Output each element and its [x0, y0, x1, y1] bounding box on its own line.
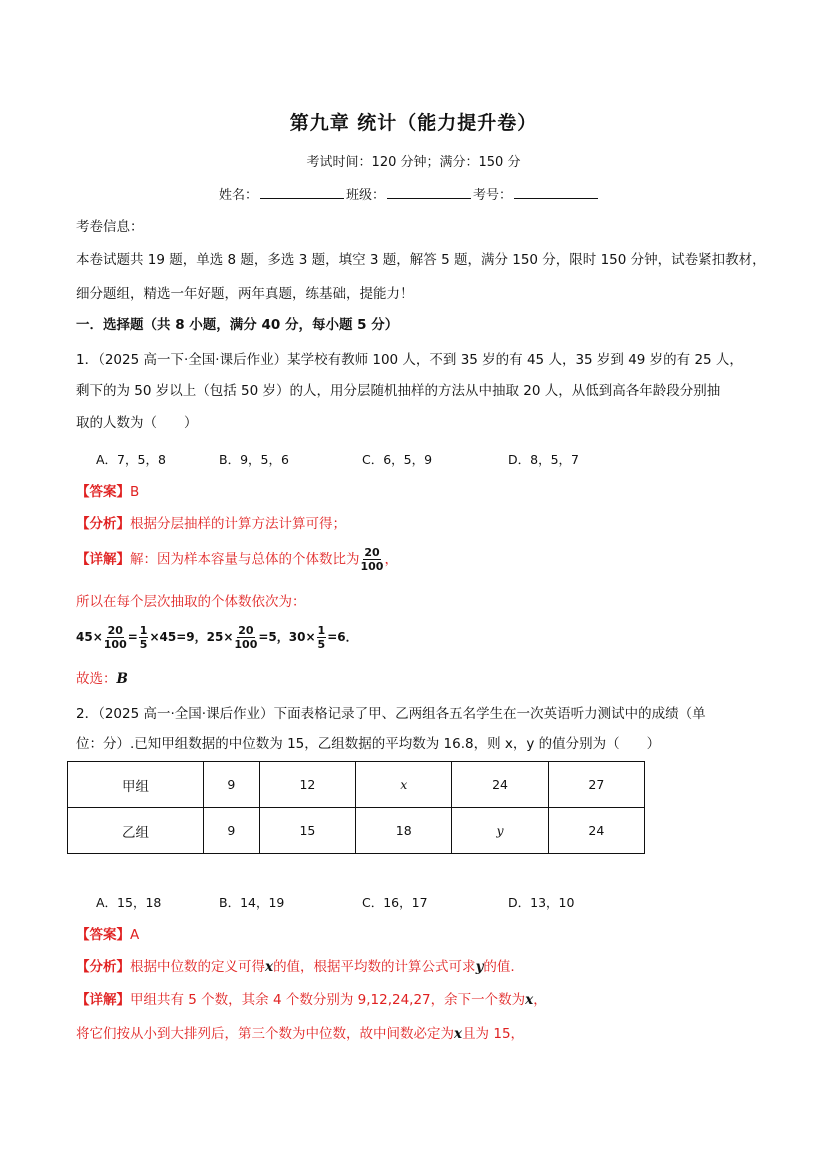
detail-tag: 【详解】	[76, 992, 130, 1008]
fraction-denominator: 5	[317, 638, 326, 651]
student-info-row	[219, 184, 600, 203]
variable-x: x	[454, 1026, 463, 1042]
fraction-numerator: 20	[107, 624, 123, 637]
analysis-text: 的值，根据平均数的计算公式可求	[273, 959, 476, 975]
q2-detail	[76, 989, 547, 1011]
analysis-tag: 【分析】	[76, 959, 130, 975]
fraction-denominator: 100	[234, 638, 258, 651]
formula-part: ×45=9	[149, 630, 195, 644]
q1-line1: 1．（2025 高一下·全国·课后作业）某学校有教师 100 人，不到 35 岁的有 45 人，35 岁到 49 岁的有 25 人，	[76, 352, 743, 368]
formula-fraction	[139, 624, 149, 651]
fraction-denominator: 100	[360, 560, 384, 573]
formula-part: =	[127, 630, 138, 644]
name-blank[interactable]	[260, 186, 344, 199]
q2-line1: 2．（2025 高一·全国·课后作业）下面表格记录了甲、乙两组各五名学生在一次英语听力测试中的成绩（单	[76, 706, 706, 722]
detail-text: ，	[533, 992, 547, 1008]
section-heading: 一．选择题（共 8 小题，满分 40 分，每小题 5 分）	[76, 317, 399, 333]
q1-formula-line	[76, 624, 358, 651]
q1-line3: 取的人数为（ ）	[76, 415, 198, 431]
conclusion-label: 故选：	[76, 671, 117, 687]
class-blank[interactable]	[387, 186, 471, 199]
variable-x: x	[265, 959, 274, 975]
fraction-numerator: 20	[364, 546, 380, 559]
q2-analysis	[76, 956, 515, 978]
class-label: 班级：	[346, 188, 386, 203]
formula-part: 45×	[76, 630, 103, 644]
answer-tag: 【答案】	[76, 927, 130, 943]
answer-value: B	[130, 484, 140, 500]
id-blank[interactable]	[514, 186, 598, 199]
exam-info-line2: 细分题组，精选一年好题，两年真题，练基础，提能力！	[76, 286, 414, 302]
q1-line2: 剩下的为 50 岁以上（包括 50 岁）的人，用分层随机抽样的方法从中抽取 20 人，从低到高各年龄段分别抽	[76, 383, 721, 399]
table-row	[68, 762, 645, 808]
id-label: 考号：	[473, 188, 513, 203]
table-cell: 甲组	[68, 762, 204, 808]
formula-fraction	[104, 624, 127, 651]
q2-option-c[interactable]: C．16，17	[362, 895, 428, 910]
fraction-numerator: 1	[317, 624, 326, 637]
exam-info-line1: 本卷试题共 19 题，单选 8 题，多选 3 题，填空 3 题，解答 5 题，满分 150 分，限时 150 分钟，试卷紧扣教材，	[76, 252, 766, 268]
page-title: 第九章 统计（能力提升卷）	[289, 112, 538, 134]
table-cell: 乙组	[68, 808, 204, 854]
fraction-numerator: 1	[139, 624, 148, 637]
table-cell: 24	[452, 762, 548, 808]
q1-option-a[interactable]: A．7，5，8	[96, 452, 166, 467]
table-cell: 9	[204, 808, 260, 854]
q2-answer	[76, 924, 139, 946]
variable-y: y	[475, 959, 484, 975]
name-label: 姓名：	[219, 188, 259, 203]
detail-text: 且为 15，	[462, 1026, 525, 1042]
analysis-text: 根据分层抽样的计算方法计算可得；	[130, 516, 346, 532]
q2-line2: 位：分）.已知甲组数据的中位数为 15，乙组数据的平均数为 16.8，则 x，y 的值分别为（ ）	[76, 736, 661, 752]
detail-text: 将它们按从小到大排列后，第三个数为中位数，故中间数必定为	[76, 1026, 454, 1042]
fraction-denominator: 100	[103, 638, 127, 651]
table-cell: x	[356, 762, 452, 808]
formula-part: ．	[345, 630, 358, 644]
table-cell: 12	[259, 762, 355, 808]
detail-text: 甲组共有 5 个数，其余 4 个数分别为 9,12,24,27，余下一个数为	[130, 992, 526, 1008]
conclusion-value: B	[116, 671, 128, 687]
answer-value: A	[130, 927, 140, 943]
q1-conclusion	[76, 668, 128, 690]
table-cell: 24	[548, 808, 644, 854]
analysis-tag: 【分析】	[76, 516, 130, 532]
formula-fraction	[317, 624, 327, 651]
table-row	[68, 808, 645, 854]
q2-detail-line2	[76, 1023, 524, 1045]
ratio-fraction	[361, 546, 384, 573]
analysis-text: 根据中位数的定义可得	[130, 959, 265, 975]
analysis-text: 的值.	[483, 959, 515, 975]
formula-part: =5	[258, 630, 277, 644]
table-cell: 27	[548, 762, 644, 808]
variable-x: x	[525, 992, 534, 1008]
formula-part: ，25×	[194, 630, 234, 644]
fraction-denominator: 5	[139, 638, 148, 651]
q1-answer	[76, 481, 139, 503]
fraction-numerator: 20	[238, 624, 254, 637]
table-cell: y	[452, 808, 548, 854]
table-cell: 15	[259, 808, 355, 854]
q2-option-d[interactable]: D．13，10	[508, 895, 575, 910]
q2-option-a[interactable]: A．15，18	[96, 895, 162, 910]
q1-detail-line2: 所以在每个层次抽取的个体数依次为：	[76, 594, 306, 610]
q1-option-c[interactable]: C．6，5，9	[362, 452, 433, 467]
scores-table	[67, 761, 645, 854]
q1-option-b[interactable]: B．9，5，6	[219, 452, 289, 467]
q2-option-b[interactable]: B．14，19	[219, 895, 285, 910]
formula-part: =6	[327, 630, 346, 644]
table-cell: 9	[204, 762, 260, 808]
q1-option-d[interactable]: D．8，5，7	[508, 452, 579, 467]
exam-info-label: 考卷信息：	[76, 219, 144, 235]
q1-analysis	[76, 513, 346, 535]
detail-end: ，	[384, 551, 398, 568]
formula-fraction	[234, 624, 257, 651]
table-cell: 18	[356, 808, 452, 854]
answer-tag: 【答案】	[76, 484, 130, 500]
detail-tag: 【详解】	[76, 551, 130, 568]
formula-part: ，30×	[276, 630, 316, 644]
q1-detail	[76, 546, 398, 573]
detail-text: 解：因为样本容量与总体的个体数比为	[130, 551, 360, 568]
exam-time-info: 考试时间：120 分钟；满分：150 分	[306, 155, 521, 170]
